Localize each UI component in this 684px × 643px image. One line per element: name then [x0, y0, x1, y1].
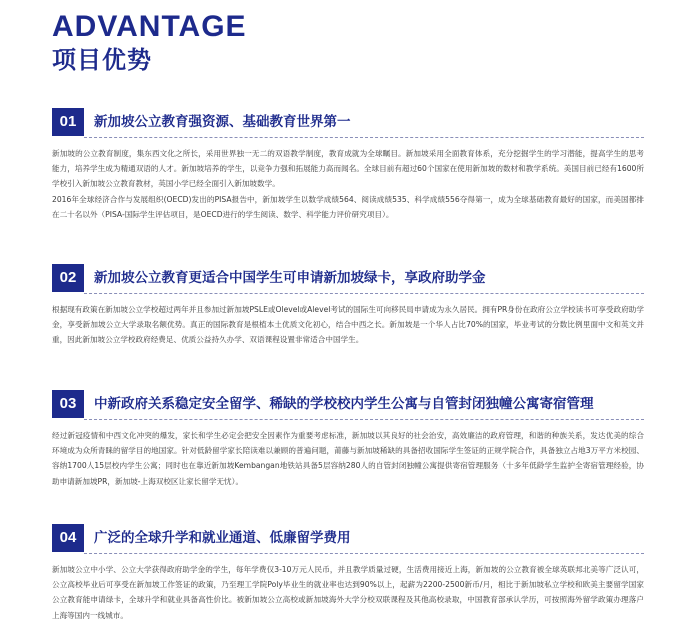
- paragraph: 经过新冠疫情和中西文化冲突的爆发，家长和学生必定会把安全因素作为重要考虑标准，新加坡以其良好的社会治安，高效廉洁的政府管理，和谐的种族关系，发达优美的综合环境成为众所青睐的留学目的地国家。针对低龄留学家长陪读难以兼顾的普遍问题，莆藤与新加坡稀缺的具备招收国际学生签证的正规学院合作，具备独立占地3万平方米校园、容纳1700人15层校内学生公寓；同时也在靠近新加坡Kembangan地铁站具备5层容纳280人的自管封闭独幢公寓提供寄宿管理服务（十多年低龄学生监护全寄宿管理经验，协助申请新加坡PR，新加坡-上海双校区让家长留学无忧）。: [52, 431, 644, 486]
- section-title: 广泛的全球升学和就业通道、低廉留学费用: [94, 530, 351, 546]
- section-header: [52, 524, 652, 552]
- paragraph: 新加坡公立中小学、公立大学获得政府助学金的学生，每年学费仅3-10万元人民币，并且教学质量过硬，生活费用接近上海，新加坡的公立教育被全球英联邦北美等广泛认可，公立高校毕业后可享受在新加坡工作签证的政策，乃至理工学院Poly毕业生的就业率也达到90%以上，起薪为2200-2500新币/月，相比于新加坡私立学校和欧美主要留学国家公立教育能申请绿卡，全球升学和就业具备高性价比。被新加坡公立高校或新加坡海外大学分校双联课程及其他高校录取，中国教育部承认学历，可按照海外留学政策办理落户上海等国内一线城市。: [52, 565, 644, 620]
- section-divider: [84, 553, 644, 554]
- paragraph: 新加坡的公立教育制度，集东西文化之所长，采用世界独一无二的双语教学制度，教育成就为全球瞩目。新加坡采用全面教育体系，充分挖掘学生的学习潜能，提高学生的思考能力，培养学生成为精通双语的人才。新加坡培养的学生，以竞争力强和拓展能力高而闻名。全球目前有超过60个国家在使用新加坡的数材和教学系统。美国目前已经有1600所学校引入新加坡公立教育教材，英国小学已经全面引入新加坡数学。: [52, 149, 644, 189]
- section-header: [52, 390, 652, 418]
- section-02: [52, 264, 652, 348]
- section-number: 01: [52, 108, 84, 136]
- section-number: 02: [52, 264, 84, 292]
- header-title-en: ADVANTAGE: [52, 10, 247, 43]
- section-header: [52, 108, 652, 136]
- section-divider: [84, 419, 644, 420]
- section-body: [52, 302, 652, 348]
- section-title: 新加坡公立教育更适合中国学生可申请新加坡绿卡，享政府助学金: [94, 270, 486, 286]
- section-number: 03: [52, 390, 84, 418]
- section-body: [52, 428, 652, 489]
- section-01: [52, 108, 652, 222]
- header-title-cn: 项目优势: [52, 46, 152, 74]
- paragraph: 2016年全球经济合作与发展组织(OECD)发出的PISA报告中，新加坡学生以数学成绩564、阅读成绩535、科学成绩556夺得第一，成为全球基础教育最好的国家，而美国都排在二十名以外（PISA-国际学生评估项目，是OECD进行的学生阅读、数学、科学能力评价研究项目）。: [52, 194, 644, 219]
- paragraph: 根据现有政策在新加坡公立学校超过两年并且参加过新加坡PSLE或Olevel或Alevel考试的国际生可向移民局申请成为永久居民。拥有PR身份在政府公立学校读书可享受政府助学金，享受新加坡公立大学录取名额优势。真正的国际教育是根植本土优质文化初心，结合中西之长。新加坡是一个华人占比70%的国家，毕业考试的分数比例里面中文和英文并重，因此新加坡公立学校政府经费足、优质公益持久办学、双语课程设置非常适合中国学生。: [52, 305, 644, 345]
- section-body: [52, 146, 652, 222]
- section-divider: [84, 137, 644, 138]
- section-header: [52, 264, 652, 292]
- section-number: 04: [52, 524, 84, 552]
- section-title: 中新政府关系稳定安全留学、稀缺的学校校内学生公寓与自管封闭独幢公寓寄宿管理: [94, 396, 594, 412]
- section-03: [52, 390, 652, 489]
- section-04: [52, 524, 652, 623]
- section-title: 新加坡公立教育强资源、基础教育世界第一: [94, 114, 351, 130]
- section-body: [52, 562, 652, 623]
- section-divider: [84, 293, 644, 294]
